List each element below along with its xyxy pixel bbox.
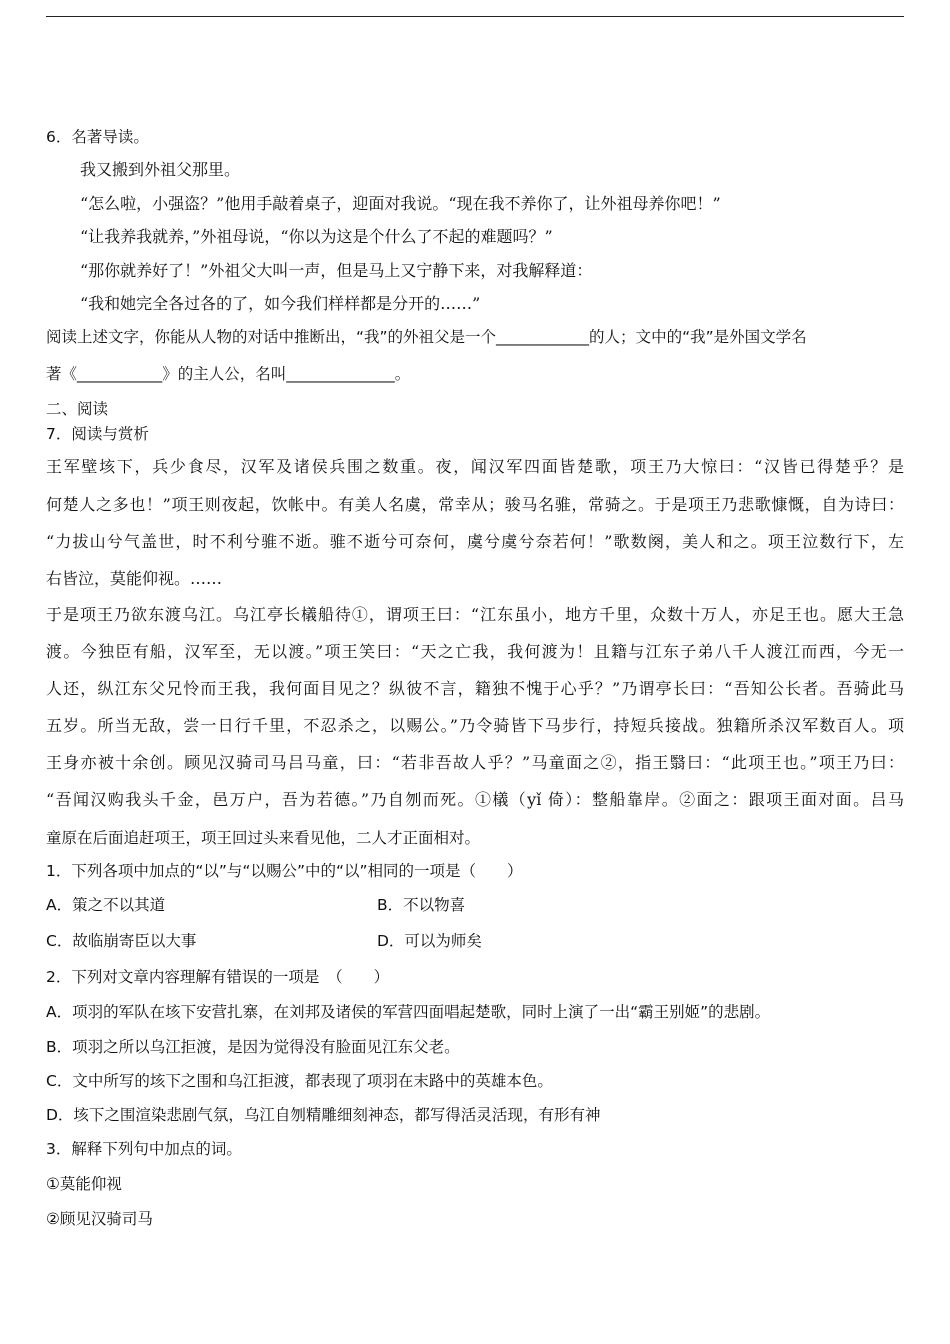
q7-title: 7．阅读与赏析 <box>46 425 149 443</box>
sub1-option-a: A．策之不以其道 <box>46 896 166 914</box>
sub1-option-b: B．不以物喜 <box>377 896 466 914</box>
sub1-option-c: C．故临崩寄臣以大事 <box>46 932 197 950</box>
passage-line: 五岁。所当无敌，尝一日行千里，不忍杀之，以赐公。”乃令骑皆下马步行，持短兵接战。独籍所杀汉军数百人。项 <box>46 716 904 735</box>
section-heading: 二、阅读 <box>46 400 109 418</box>
passage-line: 王身亦被十余创。顾见汉骑司马吕马童，曰：“若非吾故人乎？”马童面之②，指王翳曰：“此项王也。”项王乃曰： <box>46 753 904 772</box>
sub3-item: ②顾见汉骑司马 <box>46 1210 153 1228</box>
sub2-option-d: D．垓下之围渲染悲剧气氛，乌江自刎精雕细刻神态，都写得活灵活现，有形有神 <box>46 1106 601 1124</box>
top-rule <box>46 16 904 17</box>
sub2-option-b: B．项羽之所以乌江拒渡，是因为觉得没有脸面见江东父老。 <box>46 1038 460 1056</box>
q6-question: 著《___________》的主人公，名叫______________。 <box>46 365 411 383</box>
passage-line: “吾闻汉购我头千金，邑万户，吾为若德。”乃自刎而死。①檥（yǐ 倚）：整船靠岸。②面之：跟项王面对面。吕马 <box>46 790 904 809</box>
passage-line: “力拔山兮气盖世，时不利兮骓不逝。骓不逝兮可奈何，虞兮虞兮奈若何！”歌数阕，美人和之。项王泣数行下，左 <box>46 532 904 551</box>
passage-line: 渡。今独臣有船，汉军至，无以渡。”项王笑曰：“天之亡我，我何渡为！且籍与江东子弟八千人渡江而西，今无一 <box>46 642 904 661</box>
sub2-question: 2．下列对文章内容理解有错误的一项是 （ ） <box>46 968 390 986</box>
passage-line: 于是项王乃欲东渡乌江。乌江亭长檥船待①，谓项王曰：“江东虽小，地方千里，众数十万人，亦足王也。愿大王急 <box>46 605 904 624</box>
sub1-question: 1．下列各项中加点的“以”与“以赐公”中的“以”相同的一项是（ ） <box>46 862 523 880</box>
passage-line: 何楚人之多也！”项王则夜起，饮帐中。有美人名虞，常幸从；骏马名骓，常骑之。于是项王乃悲歌慷慨，自为诗曰： <box>46 495 904 514</box>
sub3-question: 3．解释下列句中加点的词。 <box>46 1140 242 1158</box>
sub2-option-c: C．文中所写的垓下之围和乌江拒渡，都表现了项羽在末路中的英雄本色。 <box>46 1072 553 1090</box>
passage-line: 人还，纵江东父兄怜而王我，我何面目见之？纵彼不言，籍独不愧于心乎？”乃谓亭长曰：“吾知公长者。吾骑此马 <box>46 679 904 698</box>
passage-line: 童原在后面追赶项王，项王回过头来看见他，二人才正面相对。 <box>46 829 481 847</box>
passage-line: 右皆泣，莫能仰视。…… <box>46 569 223 588</box>
q6-excerpt-line: “让我养我就养，”外祖母说，“你以为这是个什么了不起的难题吗？” <box>80 227 553 246</box>
sub2-option-a: A．项羽的军队在垓下安营扎寨，在刘邦及诸侯的军营四面唱起楚歌，同时上演了一出“霸王别姬”的悲剧。 <box>46 1003 771 1021</box>
q6-question: 阅读上述文字，你能从人物的对话中推断出，“我”的外祖父是一个____________的人；文中的“我”是外国文学名 <box>46 328 807 346</box>
q6-excerpt-line: “我和她完全各过各的了，如今我们样样都是分开的……” <box>80 294 481 313</box>
q6-title: 6．名著导读。 <box>46 128 149 146</box>
q6-excerpt-line: 我又搬到外祖父那里。 <box>80 160 241 179</box>
q6-excerpt-line: “怎么啦，小强盗？”他用手敲着桌子，迎面对我说。“现在我不养你了，让外祖母养你吧！” <box>80 194 721 213</box>
sub3-item: ①莫能仰视 <box>46 1175 122 1193</box>
sub1-option-d: D．可以为师矣 <box>377 932 482 950</box>
q6-excerpt-line: “那你就养好了！”外祖父大叫一声，但是马上又宁静下来，对我解释道： <box>80 261 593 280</box>
passage-line: 王军壁垓下，兵少食尽，汉军及诸侯兵围之数重。夜，闻汉军四面皆楚歌，项王乃大惊曰：“汉皆已得楚乎？是 <box>46 457 904 476</box>
